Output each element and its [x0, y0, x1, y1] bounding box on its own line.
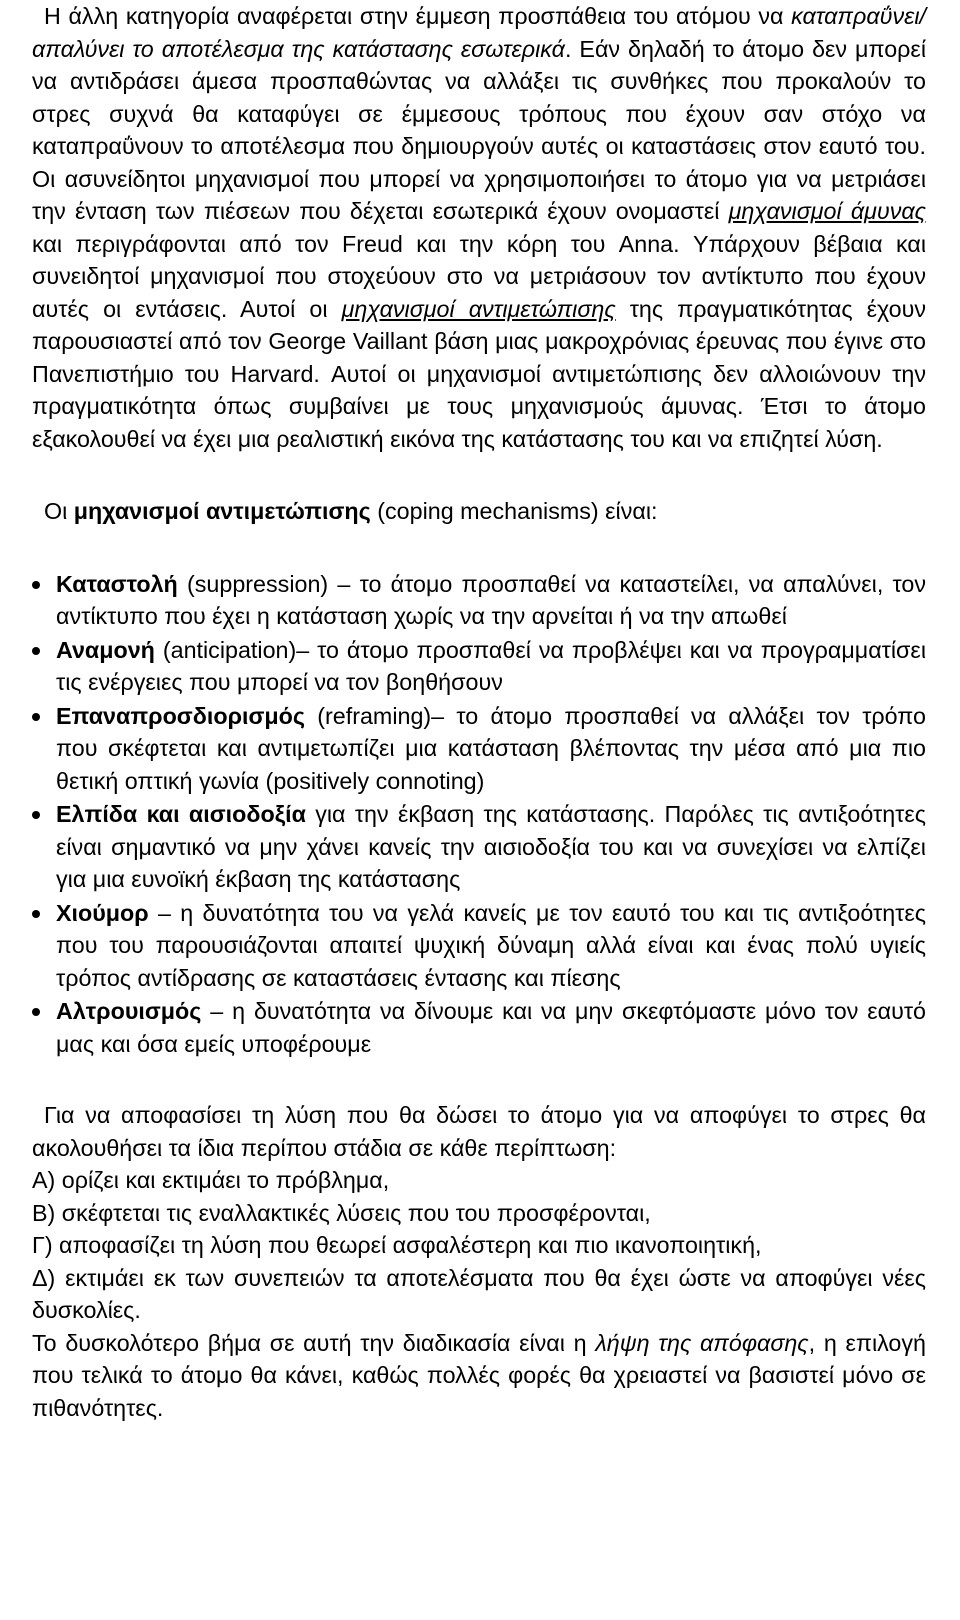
document-page [32, 0, 926, 1424]
spacer [32, 1061, 926, 1099]
list-item: Επαναπροσδιορισμός (reframing)– το άτομο προσπαθεί να αλλάξει τον τρόπο που σκέφτεται και αντιμετωπίζει μια κατάσταση βλέποντας την μέσα από μια πιο θετική οπτική γωνία (positively connoting) [44, 700, 926, 798]
step-a: Α) ορίζει και εκτιμάει το πρόβλημα, [32, 1167, 390, 1193]
step-c: Γ) αποφασίζει τη λύση που θεωρεί ασφαλέστερη και πιο ικανοποιητική, [32, 1232, 762, 1258]
spacer [32, 455, 926, 495]
defense-mechanisms-term: μηχανισμοί άμυνας [728, 198, 926, 224]
step-d: Δ) εκτιμάει εκ των συνεπειών τα αποτελέσματα που θα έχει ώστε να αποφύγει νέες δυσκολίες. [32, 1264, 926, 1323]
paragraph-decision-steps: Για να αποφασίσει τη λύση που θα δώσει το άτομο για να αποφύγει το στρες θα ακολουθήσει τα ίδια περίπου στάδια σε κάθε περίπτωση: [32, 1102, 926, 1161]
italic-phrase: καταπραΰνει/ απαλύνει το αποτέλεσμα της κατάστασης εσωτερικά [32, 3, 926, 62]
list-item: Αναμονή (anticipation)– το άτομο προσπαθεί να προβλέψει και να προγραμματίσει τις ενέργειες που μπορεί να τον βοηθήσουν [44, 634, 926, 699]
list-item: Χιούμορ – η δυνατότητα του να γελά κανείς με τον εαυτό του και τις αντιξοότητες που του παρουσιάζονται απαιτεί ψυχική δύναμη αλλά είναι και ένας πολύ υγιείς τρόπος αντίδρασης σε καταστάσεις έντασης και πίεσης [44, 897, 926, 995]
list-intro: Οι μηχανισμοί αντιμετώπισης (coping mechanisms) είναι: [44, 498, 658, 524]
bullet-list-wrapper [44, 568, 926, 1061]
coping-mechanisms-term: μηχανισμοί αντιμετώπισης [341, 295, 616, 322]
paragraph-coping-intro: Η άλλη κατηγορία αναφέρεται στην έμμεση προσπάθεια του ατόμου να καταπραΰνει/ απαλύνει το αποτέλεσμα της κατάστασης εσωτερικά. Εάν δηλαδή το άτομο δεν μπορεί να αντιδράσει άμεσα προσπαθώντας να αλλάξει τις συνθήκες που προκαλούν το στρες συχνά θα καταφύγει σε έμμεσους τρόπους που έχουν σαν στόχο να καταπραΰνουν το αποτέλεσμα που δημιουργούν αυτές οι καταστάσεις στον εαυτό του. Οι ασυνείδητοι μηχανισμοί που μπορεί να χρησιμοποιήσει το άτομο για να μετριάσει την ένταση των πιέσεων που δέχεται εσωτερικά έχουν ονομαστεί μηχανισμοί άμυνας και περιγράφονται από τον Freud και την κόρη του Anna. Υπάρχουν βέβαια και συνειδητοί μηχανισμοί που στοχεύουν στο να μετριάσουν τον αντίκτυπο που έχουν αυτές οι εντάσεις. Αυτοί οι μηχανισμοί αντιμετώπισης της πραγματικότητας έχουν παρουσιαστεί από τον George Vaillant βάση μιας μακροχρόνιας έρευνας που έγινε στο Πανεπιστήμιο του Harvard. Αυτοί οι μηχανισμοί αντιμετώπισης δεν αλλοιώνουν την πραγματικότητα όπως συμβαίνει με τους μηχανισμούς άμυνας. Έτσι το άτομο εξακολουθεί να έχει μια ρεαλιστική εικόνα της κατάστασης του και να επιζητεί λύση. [32, 3, 926, 452]
paragraph-decision: Το δυσκολότερο βήμα σε αυτή την διαδικασία είναι η λήψη της απόφασης, η επιλογή που τελικά το άτομο θα κάνει, καθώς πολλές φορές θα χρειαστεί να βασιστεί μόνο σε πιθανότητες. [32, 1329, 926, 1421]
list-item: Ελπίδα και αισιοδοξία για την έκβαση της κατάστασης. Παρόλες τις αντιξοότητες είναι σημαντικό να μην χάνει κανείς την αισιοδοξία του και να συνεχίσει να ελπίζει για μια ευνοϊκή έκβαση της κατάστασης [44, 798, 926, 896]
list-item: Αλτρουισμός – η δυνατότητα να δίνουμε και να μην σκεφτόμαστε μόνο τον εαυτό μας και όσα εμείς υποφέρουμε [44, 995, 926, 1060]
coping-mechanisms-list [44, 568, 926, 1061]
step-b: Β) σκέφτεται τις εναλλακτικές λύσεις που του προσφέρονται, [32, 1199, 651, 1226]
spacer [32, 528, 926, 568]
list-item: Καταστολή (suppression) – το άτομο προσπαθεί να καταστείλει, να απαλύνει, τον αντίκτυπο που έχει η κατάσταση χωρίς να την αρνείται ή να την απωθεί [44, 568, 926, 633]
